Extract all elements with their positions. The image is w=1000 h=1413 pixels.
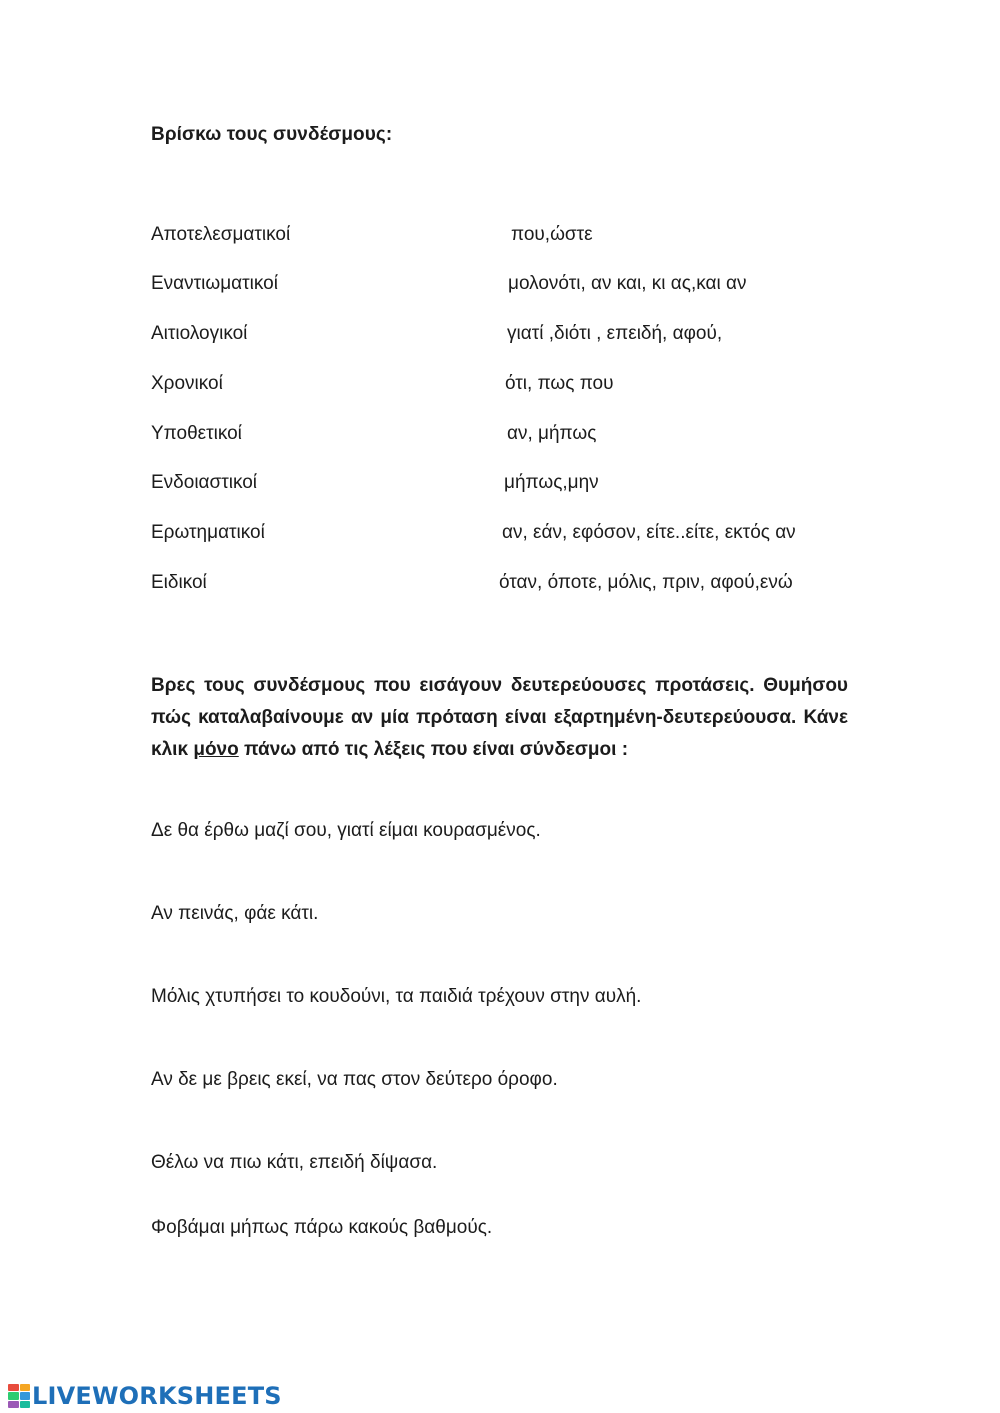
match-row	[0, 522, 1000, 550]
exercise-sentence[interactable]: Αν δε με βρεις εκεί, να πας στον δεύτερο όροφο.	[151, 1069, 558, 1090]
exercise-sentence[interactable]: Αν πεινάς, φάε κάτι.	[151, 903, 319, 924]
match-row	[0, 224, 1000, 252]
match-left-item[interactable]: Χρονικοί	[151, 373, 223, 394]
match-row	[0, 323, 1000, 351]
match-left-item[interactable]: Ενδοιαστικοί	[151, 472, 258, 493]
match-right-item[interactable]: όταν, όποτε, μόλις, πριν, αφού,ενώ	[499, 572, 793, 593]
instructions-emphasis: μόνο	[193, 739, 239, 760]
match-left-item[interactable]: Εναντιωματικοί	[151, 273, 278, 294]
match-right-item[interactable]: μήπως,μην	[504, 472, 599, 493]
match-row	[0, 423, 1000, 451]
match-right-item[interactable]: που,ώστε	[511, 224, 593, 245]
exercise-sentence[interactable]: Δε θα έρθω μαζί σου, γιατί είμαι κουρασμένος.	[151, 820, 541, 841]
match-row	[0, 273, 1000, 301]
match-right-item[interactable]: γιατί ,διότι , επειδή, αφού,	[507, 323, 723, 344]
match-left-item[interactable]: Υποθετικοί	[151, 423, 242, 444]
match-right-item[interactable]: αν, μήπως	[507, 423, 597, 444]
instructions-text: Βρες τους συνδέσμους που εισάγουν δευτερεύουσες προτάσεις. Θυμήσου πώς καταλαβαίνουμε αν μία πρόταση είναι εξαρτημένη-δευτερεύουσα. Κάνε κλικ	[151, 675, 848, 760]
exercise-sentence[interactable]: Φοβάμαι μήπως πάρω κακούς βαθμούς.	[151, 1217, 493, 1238]
logo-text: LIVEWORKSHEETS	[32, 1382, 282, 1410]
match-row	[0, 472, 1000, 500]
liveworksheets-logo	[8, 1381, 282, 1411]
match-row	[0, 572, 1000, 600]
match-left-item[interactable]: Ερωτηματικοί	[151, 522, 265, 543]
match-right-item[interactable]: αν, εάν, εφόσον, είτε..είτε, εκτός αν	[502, 522, 796, 543]
instructions-text: πάνω από τις λέξεις που είναι σύνδεσμοι :	[238, 739, 629, 760]
match-left-item[interactable]: Ειδικοί	[151, 572, 207, 593]
match-left-item[interactable]: Αιτιολογικοί	[151, 323, 248, 344]
match-left-item[interactable]: Αποτελεσματικοί	[151, 224, 291, 245]
exercise-sentence[interactable]: Μόλις χτυπήσει το κουδούνι, τα παιδιά τρέχουν στην αυλή.	[151, 986, 642, 1007]
exercise-sentence[interactable]: Θέλω να πιω κάτι, επειδή δίψασα.	[151, 1152, 438, 1173]
match-right-item[interactable]: ότι, πως που	[505, 373, 614, 394]
liveworksheets-logo-icon	[8, 1384, 30, 1408]
page-heading: Βρίσκω τους συνδέσμους:	[151, 124, 393, 145]
match-right-item[interactable]: μολονότι, αν και, κι ας,και αν	[508, 273, 747, 294]
instructions-paragraph	[151, 670, 848, 766]
match-row	[0, 373, 1000, 401]
